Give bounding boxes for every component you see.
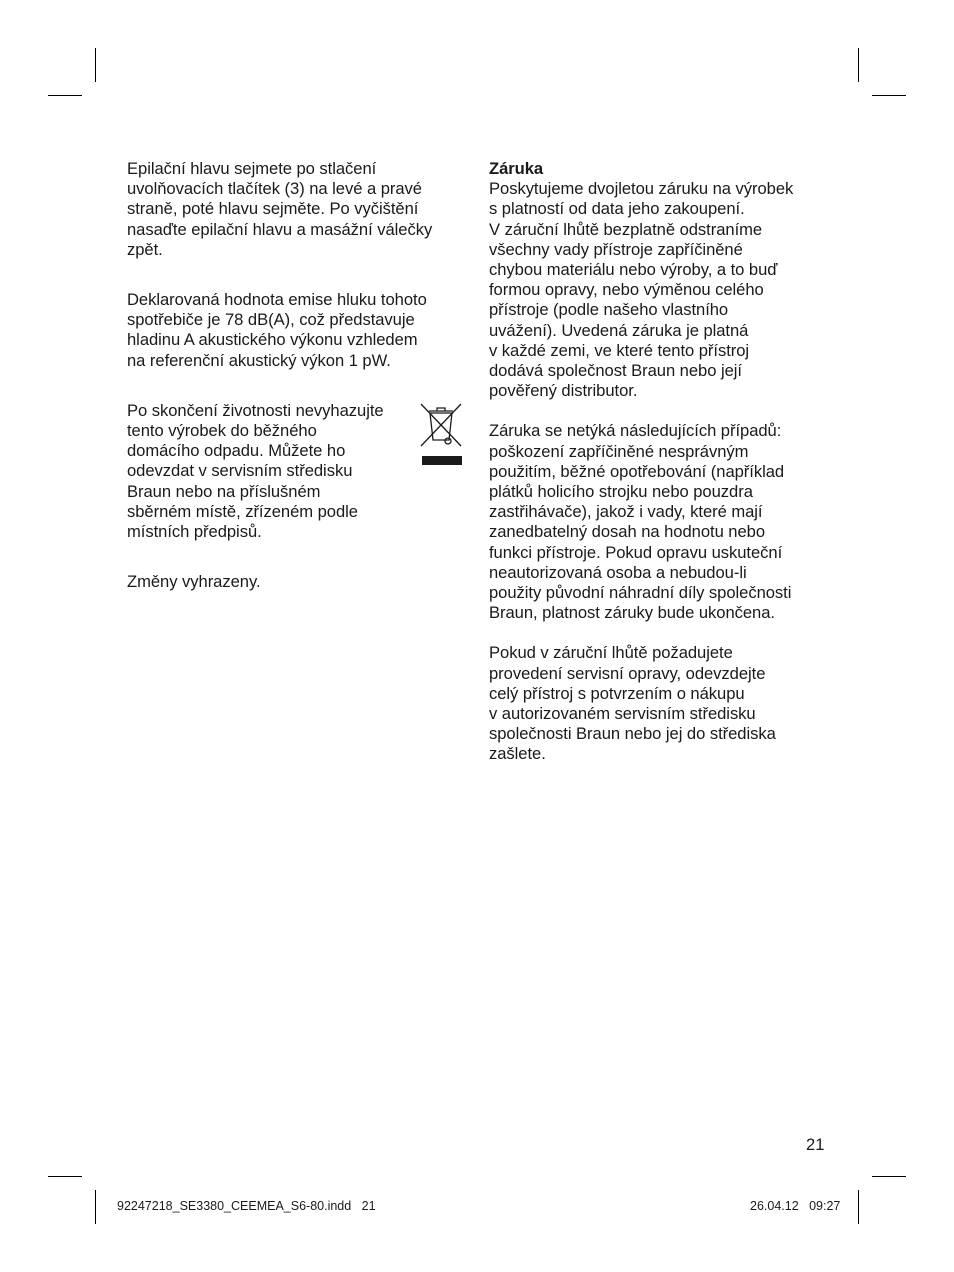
crop-mark (48, 1176, 82, 1177)
cleaning-paragraph: Epilační hlavu sejmete po stlačení uvolňovacích tlačítek (3) na levé a pravé straně, poté hlavu sejměte. Po vyčištění nasaďte epilační hlavu a masážní válečky zpět. (127, 159, 433, 259)
page-number: 21 (806, 1135, 825, 1154)
crop-mark (858, 1190, 859, 1224)
crop-mark (48, 95, 82, 96)
date-slug: 26.04.12 09:27 (750, 1199, 841, 1213)
right-column (489, 159, 834, 765)
left-column (127, 159, 472, 592)
crop-mark (872, 95, 906, 96)
warranty-exclusions-paragraph: Záruka se netýká následujících případů: poškození zapříčiněné nesprávným použitím, běžné opotřebování (například plátků holicího strojku nebo pouzdra zastřihávače), jakož i vady, které mají zanedbatelný dosah na hodnotu nebo funkci přístroje. Pokud opravu uskuteční neautorizovaná osoba a nebudou-li použity původní náhradní díly společnosti Braun, platnost záruky bude ukončena. (489, 421, 792, 623)
changes-reserved-paragraph: Změny vyhrazeny. (127, 572, 261, 592)
crop-mark (95, 48, 96, 82)
crop-mark (872, 1176, 906, 1177)
warranty-terms-paragraph: Poskytujeme dvojletou záruku na výrobek s platností od data jeho zakoupení. V záruční lhůtě bezplatně odstraníme všechny vady přístroje zapříčiněné chybou materiálu nebo výroby, a to buď formou opravy, nebo výměnou celého přístroje (podle našeho vlastního uvážení). Uvedená záruka je platná v každé zemi, ve které tento přístroj dodává společnost Braun nebo její pověřený distributor. (489, 179, 794, 401)
disposal-paragraph: Po skončení životnosti nevyhazujte tento výrobek do běžného domácího odpadu. Můžete ho odevzdat v servisním středisku Braun nebo na příslušném sběrném místě, zřízeném podle místních předpisů. (127, 400, 384, 542)
noise-emission-paragraph: Deklarovaná hodnota emise hluku tohoto spotřebiče je 78 dB(A), což představuje hladinu A akustického výkonu vzhledem na referenční akustický výkon 1 pW. (127, 290, 427, 370)
warranty-service-paragraph: Pokud v záruční lhůtě požadujete provedení servisní opravy, odevzdejte celý přístroj s potvrzením o nákupu v autorizovaném servisním středisku společnosti Braun nebo jej do střediska zašlete. (489, 643, 776, 764)
crop-mark (95, 1190, 96, 1224)
crop-mark (858, 48, 859, 82)
file-slug: 92247218_SE3380_CEEMEA_S6-80.indd 21 (117, 1199, 376, 1213)
crossed-out-wheelie-bin-icon (417, 402, 465, 466)
warranty-heading: Záruka (489, 159, 544, 178)
